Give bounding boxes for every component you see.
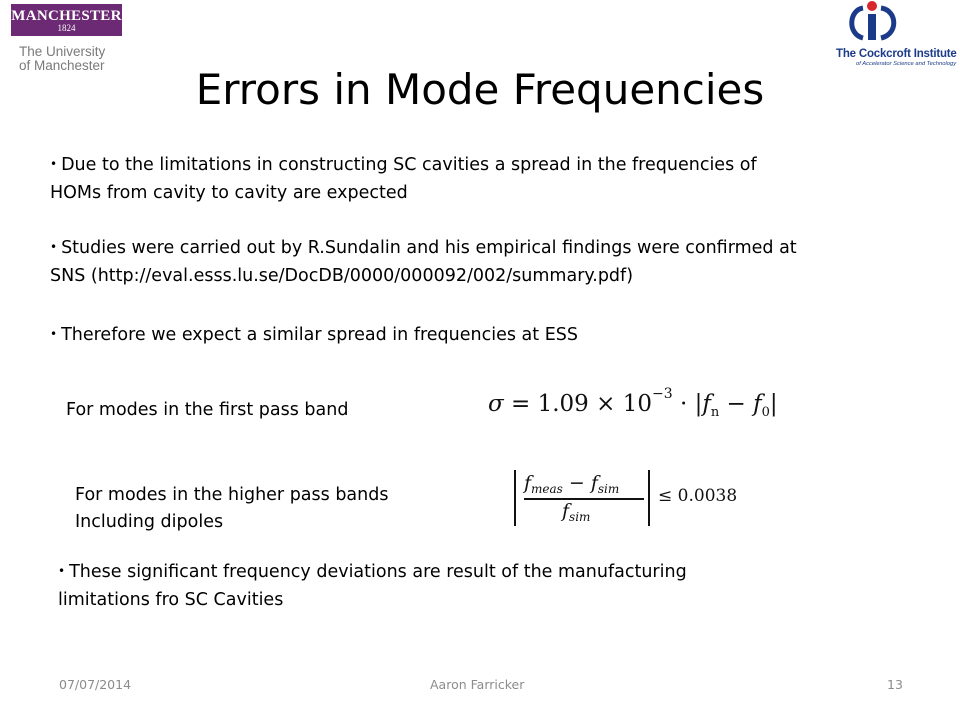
manchester-logo-word: MANCHESTER (11, 8, 122, 24)
cockcroft-logo-subtitle: of Accelerator Science and Technology (856, 61, 957, 67)
bullet-line: SNS (http://eval.esss.lu.se/DocDB/0000/000092/002/summary.pdf) (50, 266, 634, 286)
manchester-logo-line2: of Manchester (19, 58, 105, 73)
higher-pass-band-formula (512, 470, 742, 528)
bullet-line: Due to the limitations in constructing SC cavities a spread in the frequencies of (61, 155, 757, 175)
footer-author: Aaron Farricker (430, 677, 525, 692)
footer-page-number: 13 (887, 677, 903, 692)
manchester-logo-box (11, 4, 122, 36)
formula-sigma: σ (488, 391, 504, 417)
formula-bound (658, 486, 737, 506)
sim-subscript: sim (597, 482, 620, 496)
manchester-logo-year: 1824 (57, 23, 76, 33)
formula-minus: − (726, 391, 754, 417)
bullet-dot: • (50, 157, 58, 171)
leq-symbol: ≤ (658, 486, 678, 506)
formula-f-0-subscript: 0 (761, 405, 770, 420)
formula-f-0: f (753, 391, 762, 417)
abs-bar-left (514, 470, 516, 526)
slide-title: Errors in Mode Frequencies (195, 65, 765, 114)
formula-numerator: $f_{meas} - f_{sim}$ (524, 472, 620, 496)
formula-equals: = (511, 391, 538, 417)
first-pass-band-formula (488, 386, 778, 426)
formula-denominator: $f_{sim}$ (562, 500, 591, 524)
bullet-sundalin-studies (50, 233, 930, 290)
bullet-dot: • (50, 327, 58, 341)
bullet-line: These significant frequency deviations are result of the manufacturing (69, 562, 687, 582)
formula-exponent: −3 (652, 386, 673, 402)
bound-value: 0.0038 (677, 486, 738, 506)
formula-coefficient: 1.09 (537, 391, 589, 417)
bullet-dot: • (58, 564, 66, 578)
bullet-line: limitations fro SC Cavities (58, 590, 284, 610)
higher-pass-band-label: For modes in the higher pass bands (75, 485, 389, 505)
footer-date: 07/07/2014 (59, 677, 132, 692)
sim-subscript: sim (569, 510, 591, 524)
bullet-line: Therefore we expect a similar spread in frequencies at ESS (61, 325, 578, 345)
bullet-line: HOMs from cavity to cavity are expected (50, 183, 408, 203)
formula-times: × 10 (596, 391, 652, 417)
formula-f-n-subscript: n (710, 405, 720, 420)
formula-bar-close: | (769, 391, 778, 417)
cockcroft-logo-name: The Cockcroft Institute (836, 48, 957, 60)
abs-bar-right (648, 470, 650, 526)
cockcroft-emblem-icon (841, 0, 911, 48)
meas-subscript: meas (531, 482, 563, 496)
bullet-dot: • (50, 240, 58, 254)
bullet-line: Studies were carried out by R.Sundalin and his empirical findings were confirmed at (61, 238, 797, 258)
formula-f-n: f (702, 391, 711, 417)
dipoles-label: Including dipoles (75, 512, 224, 532)
manchester-logo-line1: The University (19, 44, 106, 59)
bullet-ess-expectation (50, 320, 930, 349)
first-pass-band-label: For modes in the first pass band (66, 400, 349, 420)
bullet-conclusion (58, 557, 818, 614)
bullet-hom-spread (50, 150, 930, 207)
formula-dot: · | (679, 391, 703, 417)
